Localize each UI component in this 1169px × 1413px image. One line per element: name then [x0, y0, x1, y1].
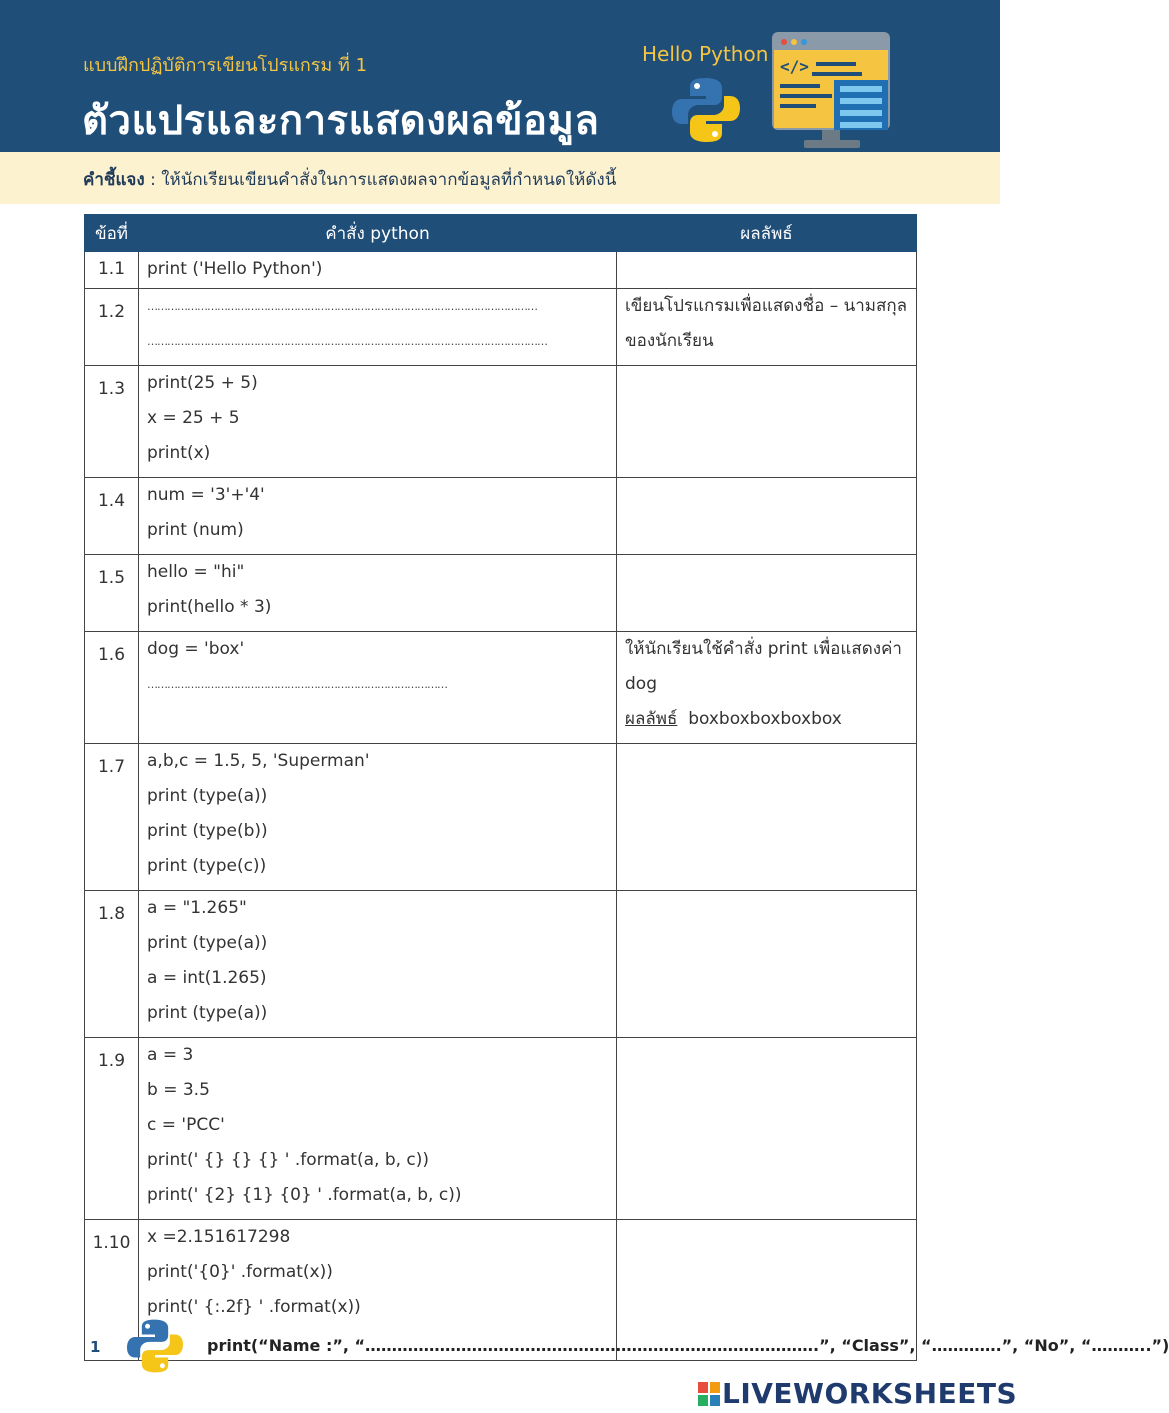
row-number: 1.8 [85, 891, 139, 1038]
code-line: print (type(b)) [147, 821, 268, 841]
code-line: dog = 'box' [147, 639, 245, 659]
result-example-label: ผลลัพธ์ [625, 709, 678, 729]
row-number: 1.1 [85, 252, 139, 289]
code-cell [139, 891, 617, 1038]
header-banner [0, 0, 1000, 152]
code-cell [139, 555, 617, 632]
code-line: print (type(a)) [147, 933, 268, 953]
row-number: 1.4 [85, 478, 139, 555]
page-number: 1 [90, 1338, 101, 1356]
exercise-table [84, 214, 917, 1361]
page-title: ตัวแปรและการแสดงผลข้อมูล [82, 98, 600, 144]
python-logo-icon [127, 1318, 183, 1374]
result-line: ให้นักเรียนใช้คำสั่ง print เพื่อแสดงค่า [625, 639, 902, 659]
row-number: 1.7 [85, 744, 139, 891]
row-number: 1.10 [85, 1220, 139, 1361]
answer-blank-line[interactable]: ……………………………………………………………………………………………………… [147, 300, 537, 313]
result-cell[interactable] [617, 366, 917, 478]
header-command: คำสั่ง python [139, 215, 617, 252]
code-line: num = '3'+'4' [147, 485, 265, 505]
code-line: hello = "hi" [147, 562, 245, 582]
table-row [85, 744, 917, 891]
table-row [85, 632, 917, 744]
code-line: print ('Hello Python') [147, 259, 323, 279]
result-line: เขียนโปรแกรมเพื่อแสดงชื่อ – นามสกุล [625, 296, 908, 316]
code-line: print('{0}' .format(x)) [147, 1262, 333, 1282]
instruction-bar [0, 152, 1000, 204]
result-cell[interactable] [617, 555, 917, 632]
answer-blank-line[interactable]: ………………………………………………………………………………………………………… [147, 335, 547, 348]
table-row [85, 289, 917, 366]
row-number: 1.9 [85, 1038, 139, 1220]
instruction-body: : ให้นักเรียนเขียนคำสั่งในการแสดงผลจากข้อมูลที่กำหนดให้ดังนี้ [144, 170, 617, 190]
result-line: ของนักเรียน [625, 331, 714, 351]
header-number: ข้อที่ [85, 215, 139, 252]
code-line: print(' {} {} {} ' .format(a, b, c)) [147, 1150, 430, 1170]
code-line: c = 'PCC' [147, 1115, 225, 1135]
code-line: b = 3.5 [147, 1080, 210, 1100]
code-line: x =2.151617298 [147, 1227, 291, 1247]
row-number: 1.2 [85, 289, 139, 366]
result-cell[interactable] [617, 1038, 917, 1220]
result-cell [617, 632, 917, 744]
code-line: print (type(c)) [147, 856, 267, 876]
code-line: print(hello * 3) [147, 597, 272, 617]
code-line: x = 25 + 5 [147, 408, 240, 428]
result-cell [617, 289, 917, 366]
answer-blank-line[interactable]: ……………………………………………………………………………… [147, 678, 447, 691]
code-line: print (num) [147, 520, 244, 540]
svg-text:</>: </> [780, 57, 809, 76]
row-number: 1.3 [85, 366, 139, 478]
table-row [85, 478, 917, 555]
code-cell [139, 478, 617, 555]
table-header-row [85, 215, 917, 252]
instruction-label: คำชี้แจง [83, 170, 145, 190]
code-line: print(' {2} {1} {0} ' .format(a, b, c)) [147, 1185, 462, 1205]
hello-python-label: Hello Python [642, 42, 769, 66]
result-cell[interactable] [617, 891, 917, 1038]
liveworksheets-logo-icon [698, 1382, 720, 1406]
python-logo-icon [672, 76, 740, 144]
code-line: a = int(1.265) [147, 968, 267, 988]
code-cell[interactable] [139, 632, 617, 744]
brand-wordmark: LIVEWORKSHEETS [722, 1377, 1018, 1410]
table-row [85, 252, 917, 289]
code-line: print (type(a)) [147, 1003, 268, 1023]
worksheet-subtitle: แบบฝึกปฏิบัติการเขียนโปรแกรม ที่ 1 [83, 55, 368, 76]
table-row [85, 1038, 917, 1220]
code-line: print(25 + 5) [147, 373, 258, 393]
code-cell[interactable] [139, 289, 617, 366]
code-line: a = 3 [147, 1045, 194, 1065]
result-line: dog [625, 674, 657, 694]
code-monitor-icon [772, 32, 892, 150]
code-cell [139, 744, 617, 891]
result-example-value: boxboxboxboxbox [688, 709, 842, 729]
result-cell[interactable] [617, 478, 917, 555]
table-row [85, 555, 917, 632]
code-cell [139, 252, 617, 289]
result-example [625, 702, 908, 737]
code-line: print(x) [147, 443, 211, 463]
code-cell [139, 366, 617, 478]
table-row [85, 366, 917, 478]
result-cell[interactable] [617, 252, 917, 289]
result-cell[interactable] [617, 744, 917, 891]
code-cell [139, 1038, 617, 1220]
code-line: a,b,c = 1.5, 5, 'Superman' [147, 751, 370, 771]
row-number: 1.5 [85, 555, 139, 632]
code-line: a = "1.265" [147, 898, 247, 918]
table-row [85, 891, 917, 1038]
code-line: print(' {:.2f} ' .format(x)) [147, 1297, 361, 1317]
code-line: print (type(a)) [147, 786, 268, 806]
row-number: 1.6 [85, 632, 139, 744]
instruction-text [83, 166, 616, 193]
footer-name-code[interactable]: print(“Name :”, “………………………………………………………………………….”, “Class”, “………….”, “No”, “………..”) [207, 1336, 1169, 1355]
header-result: ผลลัพธ์ [617, 215, 917, 252]
